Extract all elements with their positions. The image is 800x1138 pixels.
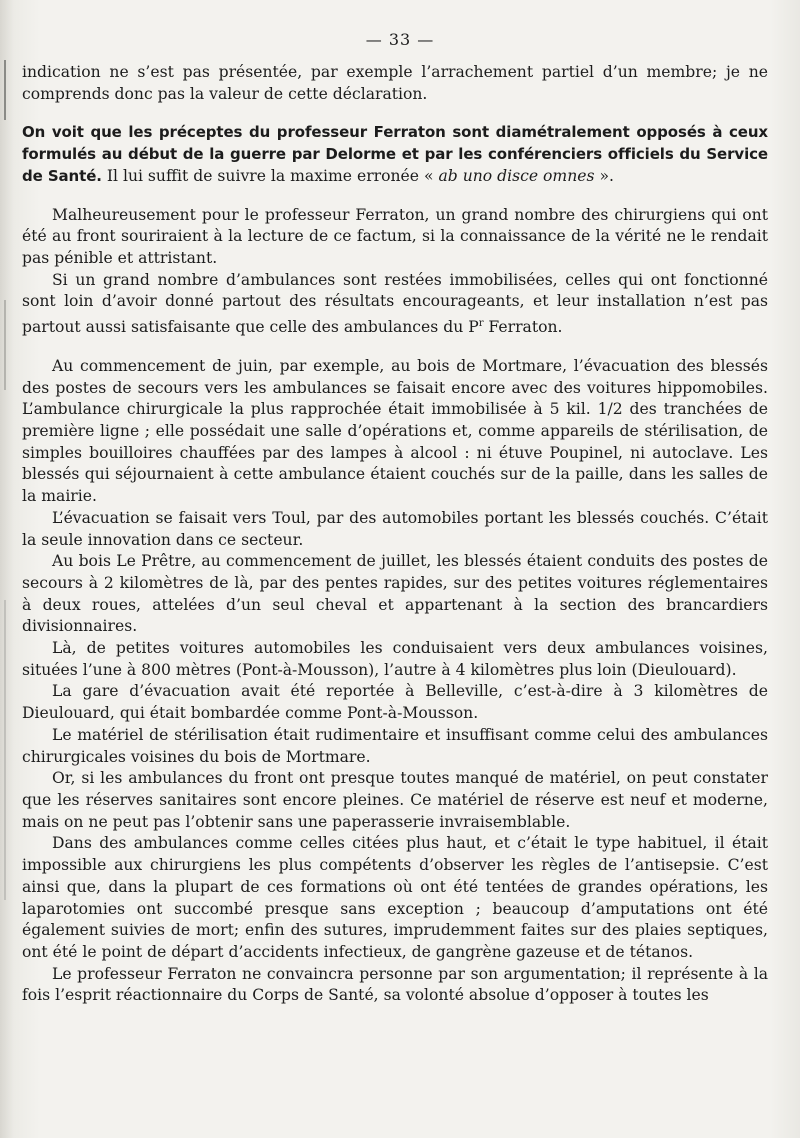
page-number: — 33 — [365, 30, 435, 49]
paragraph-text: ». [594, 166, 614, 185]
paragraph: Au commencement de juin, par exemple, au bois de Mortmare, l’évacuation des blessés des postes de secours vers les ambulances se faisait encore avec des voitures hippomobiles. L’ambulance chirurgicale la plus rapprochée était immobilisée à 5 kil. 1/2 des tranchées de première ligne ; elle possédait une salle d’opérations et, comme appareils de stérilisation, de simples bouilloires chauffées par des lampes à alcool : ni étuve Poupinel, ni autoclave. Les blessés qui séjournaient à cette ambulance étaient couchés sur de la paille, dans les salles de la mairie. [22, 356, 768, 506]
page-body [22, 62, 768, 1007]
paragraph: indication ne s’est pas présentée, par exemple l’arrachement partiel d’un membre; je ne comprends donc pas la valeur de cette déclaration. [22, 63, 768, 103]
paragraph: Là, de petites voitures automobiles les conduisaient vers deux ambulances voisines, situées l’une à 800 mètres (Pont-à-Mousson), l’autre à 4 kilomètres plus loin (Dieulouard). [22, 639, 768, 679]
paragraph-text: Il lui suffit de suivre la maxime erronée « [101, 166, 439, 185]
paragraph [22, 270, 768, 339]
superscript: r [478, 318, 484, 330]
paragraph: Or, si les ambulances du front ont presque toutes manqué de matériel, on peut constater que les réserves sanitaires sont encore pleines. Ce matériel de réserve est neuf et moderne, mais on ne peut pas l’obtenir sans une paperasserie invraisemblable. [22, 769, 768, 831]
paragraph: Au bois Le Prêtre, au commencement de juillet, les blessés étaient conduits des postes de secours à 2 kilomètres de là, par des pentes rapides, sur des petites voitures réglementaires à deux roues, attelées d’un seul cheval et appartenant à la section des brancardiers divisionnaires. [22, 552, 768, 636]
paragraph-text: Ferraton. [483, 318, 563, 337]
paragraph: La gare d’évacuation avait été reportée à Belleville, c’est-à-dire à 3 kilomètres de Dieulouard, qui était bombardée comme Pont-à-Mousson. [22, 682, 768, 723]
page-edge-shadow [4, 600, 6, 900]
paragraph: Dans des ambulances comme celles citées plus haut, et c’était le type habituel, il était impossible aux chirurgiens les plus compétents d’observer les règles de l’antisepsie. C’est ainsi que, dans la plupart de ces formations où ont été tentées de grandes opérations, les laparotomies ont succombé presque sans exception ; beaucoup d’amputations ont été également suivies de mort; enfin des sutures, imprudemment faites sur des plaies septiques, ont été le point de départ d’accidents infectieux, de gangrène gazeuse et de tétanos. [22, 834, 768, 961]
paragraph: Le professeur Ferraton ne convaincra personne par son argumentation; il représente à la fois l’esprit réactionnaire du Corps de Santé, sa volonté absolue d’opposer à toutes les [22, 964, 768, 1005]
paragraph: L’évacuation se faisait vers Toul, par des automobiles portant les blessés couchés. C’était la seule innovation dans ce secteur. [22, 508, 768, 549]
bold-statement: On voit que les préceptes du professeur Ferraton sont diamétralement opposés à ceux formulés au début de la guerre par Delorme et par les conférenciers officiels du Service de Santé. [22, 123, 768, 185]
paragraph-text: Si un grand nombre d’ambulances sont restées immobilisées, celles qui ont fonctionné sont loin d’avoir donné partout des résultats encourageants, et leur installation n’est pas partout aussi satisfaisante que celle des ambulances du P [22, 270, 768, 337]
paragraph-emphasis [22, 122, 768, 187]
latin-quote: ab uno disce omnes [438, 166, 595, 185]
paragraph: Le matériel de stérilisation était rudimentaire et insuffisant comme celui des ambulances chirurgicales voisines du bois de Mortmare. [22, 725, 768, 766]
page-edge-shadow [4, 60, 6, 120]
page-edge-shadow [4, 300, 6, 390]
paragraph: Malheureusement pour le professeur Ferraton, un grand nombre des chirurgiens qui ont été au front souriraient à la lecture de ce factum, si la connaissance de la vérité ne le rendait pas pénible et attristant. [22, 205, 768, 267]
